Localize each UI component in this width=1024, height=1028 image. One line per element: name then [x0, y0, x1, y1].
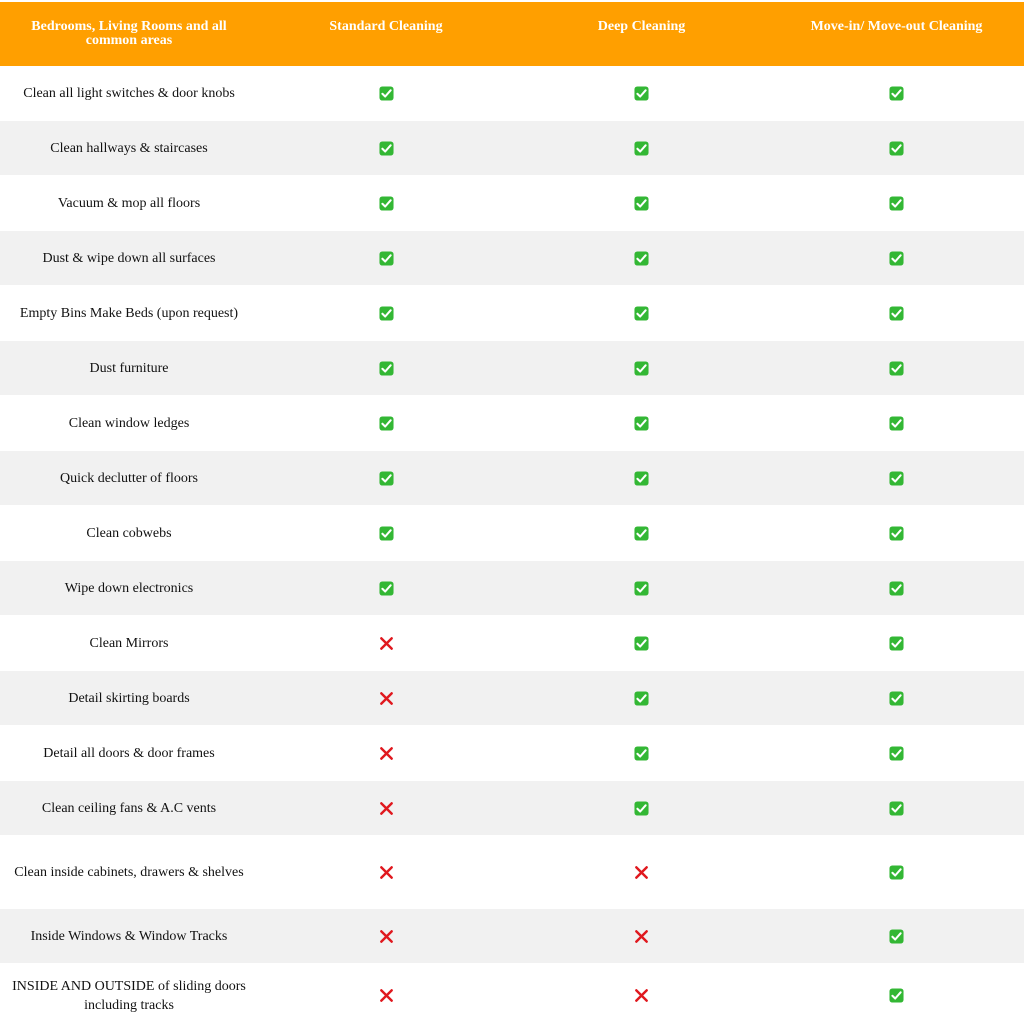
- cross-mark-icon: [634, 929, 649, 944]
- cross-mark-icon: [379, 636, 394, 651]
- cell-deep: [514, 249, 769, 268]
- cross-mark-icon: [379, 801, 394, 816]
- table-row: [0, 231, 1024, 286]
- cell-move: [769, 689, 1024, 708]
- check-mark-icon: [634, 306, 649, 321]
- cell-deep: [514, 84, 769, 103]
- cell-move: [769, 414, 1024, 433]
- task-label: Clean all light switches & door knobs: [23, 85, 235, 101]
- check-mark-icon: [889, 141, 904, 156]
- cell-deep: [514, 744, 769, 763]
- cell-deep: [514, 927, 769, 946]
- cell-deep: [514, 194, 769, 213]
- task-label: Vacuum & mop all floors: [57, 195, 201, 211]
- check-mark-icon: [889, 801, 904, 816]
- cell-deep: [514, 469, 769, 488]
- check-mark-icon: [889, 691, 904, 706]
- cell-deep: [514, 414, 769, 433]
- task-label: Clean hallways & staircases: [50, 140, 208, 156]
- cross-mark-icon: [379, 691, 394, 706]
- table-row: [0, 451, 1024, 506]
- cell-move: [769, 469, 1024, 488]
- task-label: Clean inside cabinets, drawers & shelves: [14, 864, 244, 880]
- table-row: [0, 616, 1024, 671]
- check-mark-icon: [634, 416, 649, 431]
- cell-standard: [258, 359, 514, 378]
- check-mark-icon: [889, 306, 904, 321]
- task-label: INSIDE AND OUTSIDE of sliding doors including tracks: [12, 978, 246, 1013]
- check-mark-icon: [634, 141, 649, 156]
- check-mark-icon: [379, 581, 394, 596]
- check-mark-icon: [379, 196, 394, 211]
- cell-deep: [514, 799, 769, 818]
- task-label: Clean cobwebs: [86, 525, 172, 541]
- cross-mark-icon: [634, 988, 649, 1003]
- check-mark-icon: [634, 251, 649, 266]
- cell-standard: [258, 799, 514, 818]
- check-mark-icon: [379, 306, 394, 321]
- cell-standard: [258, 194, 514, 213]
- table-header: [0, 0, 1024, 66]
- table-row: [0, 121, 1024, 176]
- cell-deep: [514, 986, 769, 1005]
- task-label: Clean window ledges: [68, 415, 190, 431]
- cross-mark-icon: [379, 865, 394, 880]
- task-label: Detail all doors & door frames: [43, 745, 215, 761]
- cell-deep: [514, 359, 769, 378]
- task-label: Wipe down electronics: [64, 580, 194, 596]
- cross-mark-icon: [379, 929, 394, 944]
- task-label: Clean ceiling fans & A.C vents: [41, 800, 217, 816]
- cell-standard: [258, 139, 514, 158]
- cell-deep: [514, 139, 769, 158]
- task-label: Empty Bins Make Beds (upon request): [19, 305, 239, 321]
- table-row: [0, 561, 1024, 616]
- cell-move: [769, 524, 1024, 543]
- check-mark-icon: [634, 581, 649, 596]
- task-label: Detail skirting boards: [68, 690, 190, 706]
- cross-mark-icon: [634, 865, 649, 880]
- table-row: [0, 726, 1024, 781]
- cell-standard: [258, 524, 514, 543]
- table-row: [0, 286, 1024, 341]
- check-mark-icon: [889, 416, 904, 431]
- cell-standard: [258, 84, 514, 103]
- check-mark-icon: [634, 361, 649, 376]
- table-row: [0, 909, 1024, 964]
- check-mark-icon: [379, 361, 394, 376]
- cell-deep: [514, 304, 769, 323]
- cell-move: [769, 634, 1024, 653]
- cell-standard: [258, 414, 514, 433]
- table-row: [0, 396, 1024, 451]
- cell-move: [769, 579, 1024, 598]
- table-row: [0, 506, 1024, 561]
- cell-standard: [258, 469, 514, 488]
- cell-move: [769, 744, 1024, 763]
- check-mark-icon: [379, 416, 394, 431]
- cell-standard: [258, 634, 514, 653]
- cell-move: [769, 863, 1024, 882]
- cross-mark-icon: [379, 746, 394, 761]
- check-mark-icon: [634, 526, 649, 541]
- header-deep-cleaning: Deep Cleaning: [597, 19, 686, 34]
- table-row: [0, 781, 1024, 836]
- cell-standard: [258, 249, 514, 268]
- cell-move: [769, 194, 1024, 213]
- table-row: [0, 341, 1024, 396]
- cell-move: [769, 304, 1024, 323]
- task-label: Quick declutter of floors: [59, 470, 198, 486]
- check-mark-icon: [634, 471, 649, 486]
- check-mark-icon: [634, 691, 649, 706]
- cell-move: [769, 84, 1024, 103]
- check-mark-icon: [889, 526, 904, 541]
- table-row: [0, 836, 1024, 909]
- check-mark-icon: [889, 361, 904, 376]
- check-mark-icon: [379, 141, 394, 156]
- check-mark-icon: [634, 196, 649, 211]
- cell-deep: [514, 579, 769, 598]
- cell-standard: [258, 927, 514, 946]
- check-mark-icon: [889, 86, 904, 101]
- check-mark-icon: [889, 988, 904, 1003]
- table-row: [0, 671, 1024, 726]
- cell-deep: [514, 863, 769, 882]
- table-row: [0, 66, 1024, 121]
- cell-move: [769, 359, 1024, 378]
- check-mark-icon: [889, 746, 904, 761]
- cell-move: [769, 139, 1024, 158]
- check-mark-icon: [889, 865, 904, 880]
- cell-move: [769, 986, 1024, 1005]
- task-label: Inside Windows & Window Tracks: [30, 928, 228, 944]
- check-mark-icon: [379, 251, 394, 266]
- cell-standard: [258, 863, 514, 882]
- table-body: [0, 66, 1024, 1028]
- check-mark-icon: [634, 801, 649, 816]
- cell-standard: [258, 986, 514, 1005]
- cell-standard: [258, 744, 514, 763]
- check-mark-icon: [379, 526, 394, 541]
- cell-deep: [514, 524, 769, 543]
- header-standard-cleaning: Standard Cleaning: [329, 19, 443, 34]
- table-row: [0, 176, 1024, 231]
- cell-move: [769, 927, 1024, 946]
- cell-standard: [258, 304, 514, 323]
- check-mark-icon: [379, 86, 394, 101]
- cell-standard: [258, 689, 514, 708]
- check-mark-icon: [889, 636, 904, 651]
- check-mark-icon: [889, 196, 904, 211]
- check-mark-icon: [889, 471, 904, 486]
- task-label: Clean Mirrors: [89, 635, 169, 651]
- cell-deep: [514, 634, 769, 653]
- header-move-cleaning: Move-in/ Move-out Cleaning: [810, 19, 983, 34]
- cell-deep: [514, 689, 769, 708]
- check-mark-icon: [379, 471, 394, 486]
- cell-standard: [258, 579, 514, 598]
- check-mark-icon: [634, 86, 649, 101]
- check-mark-icon: [889, 929, 904, 944]
- check-mark-icon: [889, 581, 904, 596]
- check-mark-icon: [634, 746, 649, 761]
- table-row: [0, 964, 1024, 1028]
- cell-move: [769, 799, 1024, 818]
- check-mark-icon: [634, 636, 649, 651]
- check-mark-icon: [889, 251, 904, 266]
- cell-move: [769, 249, 1024, 268]
- task-label: Dust & wipe down all surfaces: [42, 250, 216, 266]
- cross-mark-icon: [379, 988, 394, 1003]
- task-label: Dust furniture: [89, 360, 169, 376]
- header-areas: Bedrooms, Living Rooms and all common areas: [31, 19, 227, 48]
